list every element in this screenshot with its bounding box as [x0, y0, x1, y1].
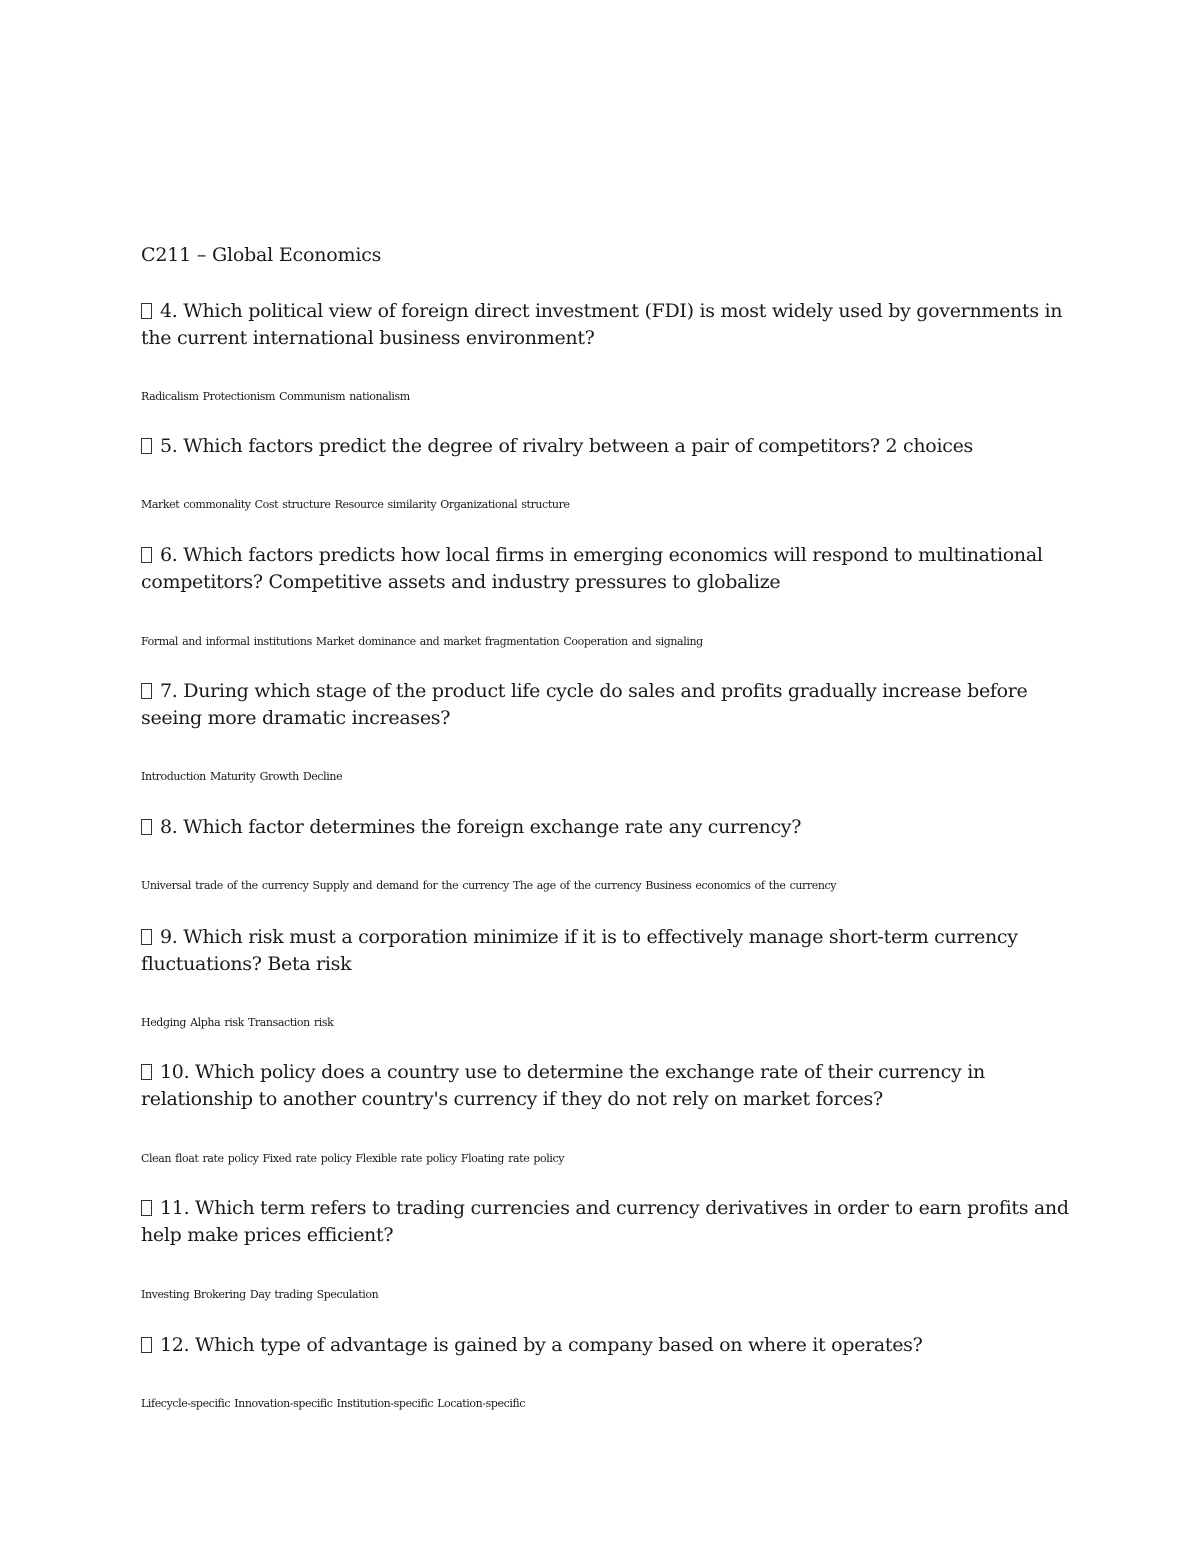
answer-choices-10: Clean float rate policy Fixed rate policy Flexible rate policy Floating rate policy: [141, 1152, 565, 1165]
checkbox-glyph-icon: [141, 929, 152, 945]
question-8: [141, 814, 1071, 841]
question-text: 7. During which stage of the product life cycle do sales and profits gradually increase before seeing more dramatic increases?: [141, 680, 1028, 729]
question-6: [141, 542, 1071, 596]
question-10: [141, 1059, 1071, 1113]
question-5: [141, 433, 1071, 460]
question-text: 9. Which risk must a corporation minimize if it is to effectively manage short-term currency fluctuations? Beta risk: [141, 926, 1018, 975]
question-text: 6. Which factors predicts how local firms in emerging economics will respond to multinational competitors? Competitive assets and industry pressures to globalize: [141, 544, 1043, 593]
checkbox-glyph-icon: [141, 438, 152, 454]
checkbox-glyph-icon: [141, 1337, 152, 1353]
answer-choices-8: Universal trade of the currency Supply and demand for the currency The age of the currency Business economics of the currency: [141, 879, 837, 892]
answer-choices-7: Introduction Maturity Growth Decline: [141, 770, 343, 783]
question-11: [141, 1195, 1071, 1249]
checkbox-glyph-icon: [141, 547, 152, 563]
question-text: 8. Which factor determines the foreign exchange rate any currency?: [160, 816, 802, 838]
question-4: [141, 298, 1071, 352]
question-9: [141, 924, 1071, 978]
answer-choices-12: Lifecycle-specific Innovation-specific Institution-specific Location-specific: [141, 1397, 526, 1410]
question-text: 11. Which term refers to trading currencies and currency derivatives in order to earn profits and help make prices efficient?: [141, 1197, 1069, 1246]
question-text: 5. Which factors predict the degree of rivalry between a pair of competitors? 2 choices: [160, 435, 973, 457]
answer-choices-9: Hedging Alpha risk Transaction risk: [141, 1016, 334, 1029]
question-7: [141, 678, 1071, 732]
document-title: C211 – Global Economics: [141, 244, 382, 266]
checkbox-glyph-icon: [141, 683, 152, 699]
checkbox-glyph-icon: [141, 819, 152, 835]
answer-choices-5: Market commonality Cost structure Resource similarity Organizational structure: [141, 498, 570, 511]
answer-choices-4: Radicalism Protectionism Communism nationalism: [141, 390, 410, 403]
checkbox-glyph-icon: [141, 1064, 152, 1080]
question-text: 10. Which policy does a country use to determine the exchange rate of their currency in relationship to another country's currency if they do not rely on market forces?: [141, 1061, 985, 1110]
question-12: [141, 1332, 1071, 1359]
question-text: 12. Which type of advantage is gained by a company based on where it operates?: [160, 1334, 923, 1356]
checkbox-glyph-icon: [141, 1200, 152, 1216]
question-text: 4. Which political view of foreign direct investment (FDI) is most widely used by governments in the current international business environment?: [141, 300, 1063, 349]
answer-choices-11: Investing Brokering Day trading Speculation: [141, 1288, 379, 1301]
checkbox-glyph-icon: [141, 303, 152, 319]
answer-choices-6: Formal and informal institutions Market dominance and market fragmentation Cooperation and signaling: [141, 635, 703, 648]
